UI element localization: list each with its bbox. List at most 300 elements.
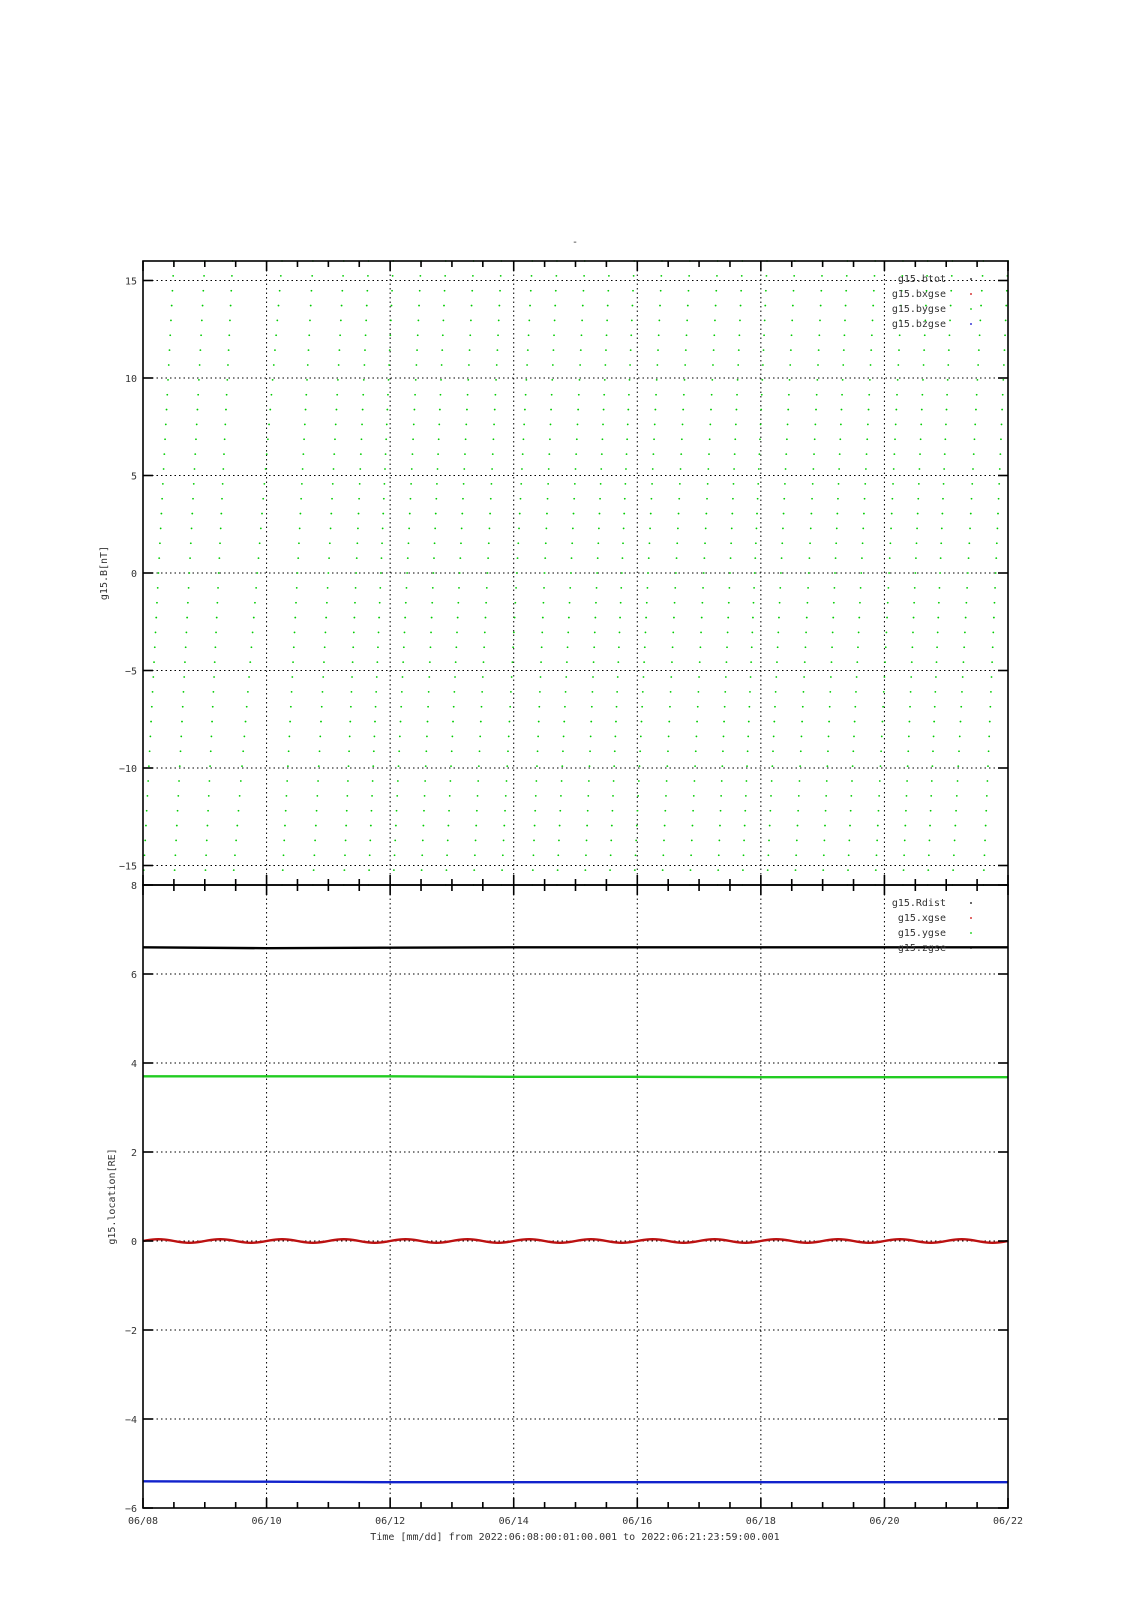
data-point xyxy=(221,498,223,500)
data-point xyxy=(775,691,777,693)
data-point xyxy=(570,572,572,574)
data-point xyxy=(883,691,885,693)
data-point xyxy=(764,305,766,307)
data-point xyxy=(459,557,461,559)
data-point xyxy=(965,617,967,619)
data-point xyxy=(541,646,543,648)
data-point xyxy=(547,498,549,500)
data-point xyxy=(517,542,519,544)
data-point xyxy=(692,810,694,812)
data-point xyxy=(571,542,573,544)
data-point xyxy=(748,721,750,723)
data-point xyxy=(575,453,577,455)
data-point xyxy=(709,438,711,440)
data-point xyxy=(396,795,398,797)
data-point xyxy=(341,305,343,307)
data-point xyxy=(389,334,391,336)
data-point xyxy=(379,587,381,589)
data-point xyxy=(451,736,453,738)
data-point xyxy=(641,706,643,708)
data-point xyxy=(657,349,659,351)
data-point xyxy=(353,617,355,619)
data-point xyxy=(969,528,971,530)
data-point xyxy=(388,379,390,381)
data-point xyxy=(560,795,562,797)
data-point xyxy=(345,840,347,842)
data-point xyxy=(394,840,396,842)
data-point xyxy=(732,498,734,500)
y-tick-label: −6 xyxy=(124,1504,137,1515)
data-point xyxy=(365,334,367,336)
data-point xyxy=(557,869,559,871)
data-point xyxy=(577,409,579,411)
data-point xyxy=(647,587,649,589)
data-point xyxy=(352,646,354,648)
data-point xyxy=(498,305,500,307)
data-point xyxy=(464,453,466,455)
data-point xyxy=(509,721,511,723)
data-point xyxy=(654,409,656,411)
data-point xyxy=(767,854,769,856)
data-point xyxy=(790,349,792,351)
data-point xyxy=(531,275,533,277)
data-point xyxy=(993,617,995,619)
data-point xyxy=(235,840,237,842)
data-point xyxy=(756,513,758,515)
data-point xyxy=(899,334,901,336)
data-point xyxy=(384,468,386,470)
data-point xyxy=(850,795,852,797)
data-point xyxy=(710,409,712,411)
data-point xyxy=(340,320,342,322)
data-point xyxy=(559,810,561,812)
data-point xyxy=(494,394,496,396)
data-point xyxy=(568,617,570,619)
data-point xyxy=(814,438,816,440)
data-point xyxy=(652,453,654,455)
data-point xyxy=(412,438,414,440)
data-point xyxy=(241,765,243,767)
data-point xyxy=(527,349,529,351)
data-point xyxy=(484,632,486,634)
data-point xyxy=(631,320,633,322)
data-point xyxy=(308,334,310,336)
data-point xyxy=(637,810,639,812)
data-point xyxy=(593,661,595,663)
data-point xyxy=(886,617,888,619)
data-point xyxy=(992,632,994,634)
data-point xyxy=(385,453,387,455)
data-point xyxy=(234,854,236,856)
data-point xyxy=(948,349,950,351)
data-point xyxy=(830,676,832,678)
data-point xyxy=(187,602,189,604)
legend xyxy=(892,274,972,330)
data-point xyxy=(829,706,831,708)
data-point xyxy=(581,334,583,336)
data-point xyxy=(585,854,587,856)
data-point xyxy=(897,364,899,366)
data-point xyxy=(533,854,535,856)
data-point xyxy=(229,320,231,322)
data-point xyxy=(628,394,630,396)
data-point xyxy=(968,542,970,544)
data-point xyxy=(724,706,726,708)
data-point xyxy=(1003,364,1005,366)
data-point xyxy=(855,691,857,693)
data-point xyxy=(587,810,589,812)
data-point xyxy=(256,572,258,574)
data-point xyxy=(254,602,256,604)
data-point xyxy=(730,557,732,559)
data-point xyxy=(704,542,706,544)
data-point xyxy=(571,557,573,559)
data-point xyxy=(305,409,307,411)
data-point xyxy=(861,557,863,559)
data-point xyxy=(836,513,838,515)
data-point xyxy=(422,825,424,827)
data-point xyxy=(209,780,211,782)
data-point xyxy=(791,334,793,336)
data-point xyxy=(543,587,545,589)
data-point xyxy=(856,661,858,663)
data-point xyxy=(970,513,972,515)
data-point xyxy=(891,513,893,515)
data-point xyxy=(260,528,262,530)
data-point xyxy=(369,854,371,856)
data-point xyxy=(666,765,668,767)
data-point xyxy=(760,409,762,411)
data-point xyxy=(667,750,669,752)
data-point xyxy=(597,557,599,559)
data-point xyxy=(311,290,313,292)
data-point xyxy=(434,542,436,544)
data-point xyxy=(891,498,893,500)
data-point xyxy=(856,676,858,678)
data-point xyxy=(659,305,661,307)
data-point xyxy=(857,646,859,648)
data-point xyxy=(557,854,559,856)
data-point xyxy=(316,810,318,812)
data-point xyxy=(731,528,733,530)
data-point xyxy=(973,453,975,455)
data-point xyxy=(491,483,493,485)
data-point xyxy=(893,468,895,470)
data-point xyxy=(323,661,325,663)
data-point xyxy=(691,840,693,842)
data-point xyxy=(402,661,404,663)
data-point xyxy=(249,661,251,663)
data-point xyxy=(448,810,450,812)
data-point xyxy=(154,646,156,648)
data-point xyxy=(520,483,522,485)
data-point xyxy=(669,706,671,708)
data-point xyxy=(788,394,790,396)
data-point xyxy=(194,453,196,455)
data-point xyxy=(589,750,591,752)
data-point xyxy=(941,528,943,530)
data-point xyxy=(703,572,705,574)
data-point xyxy=(362,394,364,396)
data-point xyxy=(273,364,275,366)
data-point xyxy=(565,676,567,678)
data-point xyxy=(854,706,856,708)
data-point xyxy=(882,706,884,708)
data-point xyxy=(844,320,846,322)
data-point xyxy=(243,736,245,738)
x-tick-label: 06/16 xyxy=(622,1516,653,1527)
data-point xyxy=(431,617,433,619)
data-point xyxy=(505,795,507,797)
data-point xyxy=(662,854,664,856)
data-point xyxy=(936,661,938,663)
data-point xyxy=(295,602,297,604)
data-point xyxy=(966,587,968,589)
data-point xyxy=(859,602,861,604)
data-point xyxy=(366,290,368,292)
data-point xyxy=(231,275,233,277)
data-point xyxy=(506,765,508,767)
data-point xyxy=(872,305,874,307)
legend-marker xyxy=(970,308,972,310)
data-point xyxy=(850,810,852,812)
data-point xyxy=(822,869,824,871)
data-point xyxy=(954,825,956,827)
data-point xyxy=(796,840,798,842)
data-point xyxy=(516,572,518,574)
data-point xyxy=(168,364,170,366)
data-point xyxy=(451,750,453,752)
data-point xyxy=(684,364,686,366)
data-point xyxy=(837,498,839,500)
data-point xyxy=(613,765,615,767)
data-point xyxy=(220,528,222,530)
data-point xyxy=(933,721,935,723)
chart-title: - xyxy=(571,237,579,248)
data-point xyxy=(292,661,294,663)
data-point xyxy=(245,721,247,723)
data-point xyxy=(728,602,730,604)
data-point xyxy=(146,810,148,812)
data-point xyxy=(339,334,341,336)
data-point xyxy=(604,364,606,366)
data-point xyxy=(887,602,889,604)
data-point xyxy=(171,305,173,307)
data-point xyxy=(714,320,716,322)
data-point xyxy=(803,676,805,678)
data-point xyxy=(730,542,732,544)
data-point xyxy=(278,305,280,307)
x-tick-label: 06/14 xyxy=(498,1516,529,1527)
data-point xyxy=(210,750,212,752)
data-point xyxy=(333,468,335,470)
data-point xyxy=(404,617,406,619)
data-point xyxy=(332,483,334,485)
data-point xyxy=(941,513,943,515)
data-point xyxy=(579,364,581,366)
data-point xyxy=(515,587,517,589)
legend-marker xyxy=(970,278,972,280)
data-point xyxy=(567,646,569,648)
data-point xyxy=(434,528,436,530)
data-point xyxy=(357,528,359,530)
data-point xyxy=(424,795,426,797)
data-point xyxy=(977,379,979,381)
data-point xyxy=(894,438,896,440)
data-point xyxy=(765,290,767,292)
data-point xyxy=(347,780,349,782)
data-point xyxy=(394,854,396,856)
data-point xyxy=(494,409,496,411)
data-point xyxy=(744,810,746,812)
data-point xyxy=(815,409,817,411)
data-point xyxy=(393,869,395,871)
data-point xyxy=(408,542,410,544)
data-point xyxy=(373,750,375,752)
data-point xyxy=(247,691,249,693)
data-point xyxy=(905,810,907,812)
data-point xyxy=(479,750,481,752)
data-point xyxy=(328,557,330,559)
data-point xyxy=(538,721,540,723)
data-point xyxy=(878,810,880,812)
data-point xyxy=(314,840,316,842)
data-point xyxy=(297,572,299,574)
data-point xyxy=(921,409,923,411)
data-point xyxy=(348,750,350,752)
data-point xyxy=(157,587,159,589)
data-point xyxy=(592,676,594,678)
data-point xyxy=(430,632,432,634)
data-point xyxy=(880,765,882,767)
data-point xyxy=(934,706,936,708)
data-point xyxy=(747,750,749,752)
data-point xyxy=(401,691,403,693)
data-point xyxy=(149,736,151,738)
data-point xyxy=(436,483,438,485)
data-point xyxy=(619,617,621,619)
data-point xyxy=(935,676,937,678)
data-point xyxy=(251,646,253,648)
data-point xyxy=(255,587,257,589)
x-tick-label: 06/22 xyxy=(992,1516,1024,1527)
data-point xyxy=(951,275,953,277)
data-point xyxy=(226,394,228,396)
data-point xyxy=(652,468,654,470)
data-point xyxy=(497,334,499,336)
x-tick-label: 06/20 xyxy=(869,1516,900,1527)
data-point xyxy=(838,483,840,485)
data-point xyxy=(509,706,511,708)
data-point xyxy=(276,320,278,322)
data-point xyxy=(928,854,930,856)
data-point xyxy=(503,825,505,827)
data-point xyxy=(563,721,565,723)
data-point xyxy=(640,736,642,738)
data-point xyxy=(737,379,739,381)
data-point xyxy=(476,810,478,812)
data-point xyxy=(754,572,756,574)
data-point xyxy=(920,424,922,426)
data-point xyxy=(511,676,513,678)
x-tick-labels xyxy=(128,1516,1023,1527)
data-point xyxy=(441,349,443,351)
data-point xyxy=(989,721,991,723)
data-point xyxy=(668,721,670,723)
data-point xyxy=(382,513,384,515)
data-point xyxy=(797,810,799,812)
data-point xyxy=(543,602,545,604)
data-point xyxy=(781,542,783,544)
data-point xyxy=(378,632,380,634)
data-point xyxy=(442,334,444,336)
data-point xyxy=(668,736,670,738)
data-point xyxy=(363,364,365,366)
y-tick-label: 2 xyxy=(130,1148,137,1159)
data-point xyxy=(165,424,167,426)
data-point xyxy=(216,602,218,604)
data-point xyxy=(666,780,668,782)
data-point xyxy=(148,765,150,767)
data-point xyxy=(726,661,728,663)
data-point xyxy=(987,780,989,782)
data-point xyxy=(814,424,816,426)
data-point xyxy=(700,632,702,634)
data-point xyxy=(362,409,364,411)
data-point xyxy=(296,587,298,589)
data-point xyxy=(798,795,800,797)
data-point xyxy=(749,691,751,693)
data-point xyxy=(472,275,474,277)
data-point xyxy=(660,290,662,292)
data-point xyxy=(676,542,678,544)
data-point xyxy=(955,810,957,812)
data-point xyxy=(774,706,776,708)
data-point xyxy=(421,854,423,856)
data-point xyxy=(864,498,866,500)
data-point xyxy=(177,795,179,797)
data-point xyxy=(253,617,255,619)
data-point xyxy=(877,825,879,827)
data-point xyxy=(957,780,959,782)
data-point xyxy=(475,840,477,842)
data-point xyxy=(351,691,353,693)
data-point xyxy=(330,513,332,515)
data-point xyxy=(606,334,608,336)
data-point xyxy=(831,646,833,648)
data-point xyxy=(207,825,209,827)
data-point xyxy=(616,691,618,693)
data-point xyxy=(685,349,687,351)
data-point xyxy=(618,646,620,648)
data-point xyxy=(879,780,881,782)
data-point xyxy=(746,780,748,782)
data-point xyxy=(607,290,609,292)
data-point xyxy=(212,706,214,708)
data-point xyxy=(203,275,205,277)
data-point xyxy=(317,780,319,782)
data-point xyxy=(786,438,788,440)
data-point xyxy=(561,780,563,782)
data-point xyxy=(407,557,409,559)
data-point xyxy=(656,379,658,381)
data-point xyxy=(282,869,284,871)
data-point xyxy=(578,394,580,396)
data-point xyxy=(406,572,408,574)
data-point xyxy=(750,676,752,678)
data-point xyxy=(301,483,303,485)
data-point xyxy=(846,275,848,277)
